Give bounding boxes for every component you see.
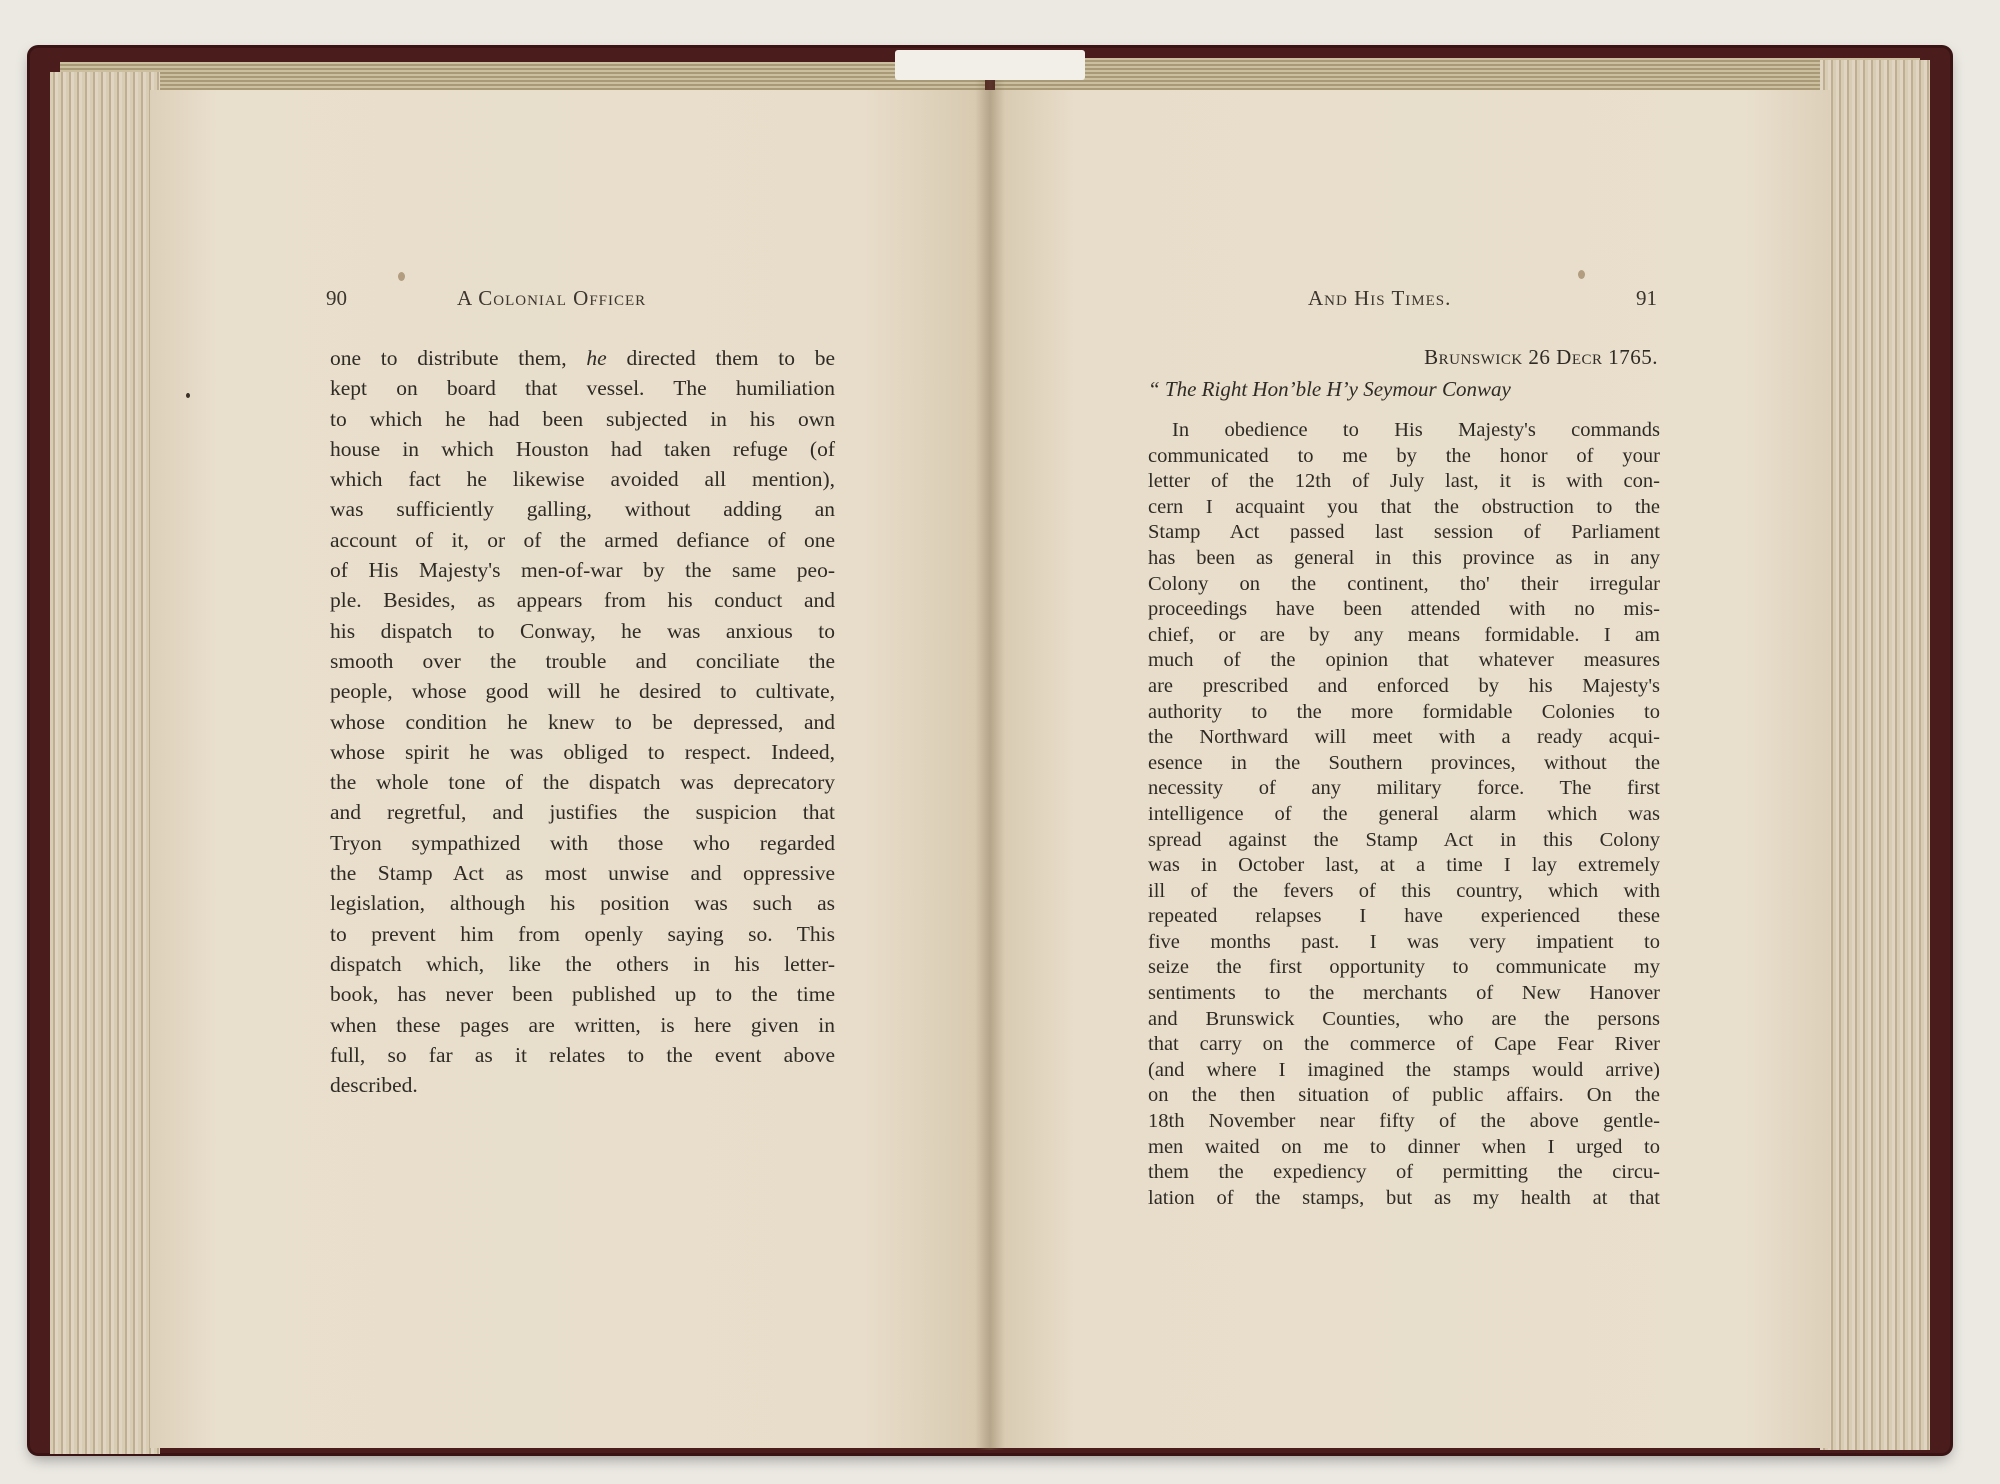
text-line: (and where I imagined the stamps would arrive) [1148,1058,1660,1081]
text-line: five months past. I was very impatient to [1148,930,1660,953]
text-line: are prescribed and enforced by his Majesty's [1148,674,1660,697]
text-line: lation of the stamps, but as my health at that [1148,1186,1660,1209]
text-line: the Northward will meet with a ready acqui- [1148,726,1660,749]
right-running-head: And His Times. [1308,286,1452,310]
text-line: and regretful, and justifies the suspicion that [330,800,835,825]
text-line: of His Majesty's men-of-war by the same peo- [330,558,835,583]
text-line: whose spirit he was obliged to respect. Indeed, [330,739,835,764]
text-line: whose condition he knew to be depressed, and [330,709,835,734]
text-line: cern I acquaint you that the obstruction to the [1148,495,1660,518]
right-page-number: 91 [1636,286,1657,310]
left-running-head: A Colonial Officer [457,286,647,310]
paper-speck [1578,270,1585,279]
letter-dateline: Brunswick 26 Decr 1765. [1424,345,1658,369]
text-line: In obedience to His Majesty's commands [1172,419,1660,441]
text-line: chief, or are by any means formidable. I am [1148,623,1660,646]
text-line: his dispatch to Conway, he was anxious to [330,618,835,643]
text-line: account of it, or of the armed defiance of one [330,527,835,552]
left-page-number: 90 [326,286,347,310]
text-line: Colony on the continent, tho' their irregular [1148,572,1660,595]
text-line: was in October last, at a time I lay extremely [1148,854,1660,877]
text-line: book, has never been published up to the time [330,982,835,1007]
text-line: much of the opinion that whatever measures [1148,649,1660,672]
text-line: seize the first opportunity to communicate my [1148,956,1660,979]
text-line: proceedings have been attended with no mis- [1148,598,1660,621]
text-line: when these pages are written, is here given in [330,1012,835,1037]
letter-salutation: “ The Right Hon’ble H’y Seymour Conway [1148,377,1511,401]
text-line: esence in the Southern provinces, without the [1148,751,1660,774]
right-page-body [1148,418,1660,1211]
text-line: house in which Houston had taken refuge (of [330,436,835,461]
text-line: kept on board that vessel. The humiliation [330,376,835,401]
text-line: on the then situation of public affairs. On the [1148,1084,1660,1107]
text-line: smooth over the trouble and conciliate the [330,648,835,673]
text-line: that carry on the commerce of Cape Fear River [1148,1033,1660,1056]
text-line: has been as general in this province as in any [1148,546,1660,569]
text-line: 18th November near fifty of the above gentle- [1148,1110,1660,1133]
text-line: to which he had been subjected in his own [330,406,835,431]
text-line: legislation, although his position was such as [330,891,835,916]
paper-speck [398,272,405,281]
text-line: repeated relapses I have experienced these [1148,905,1660,928]
text-line: authority to the more formidable Colonies to [1148,700,1660,723]
text-line: which fact he likewise avoided all mention), [330,467,835,492]
text-line: ple. Besides, as appears from his conduct and [330,588,835,613]
text-line: and Brunswick Counties, who are the persons [1148,1007,1660,1030]
text-line: ill of the fevers of this country, which with [1148,879,1660,902]
left-page-body [330,343,835,1100]
text-line: the Stamp Act as most unwise and oppressive [330,861,835,886]
text-line: men waited on me to dinner when I urged to [1148,1135,1660,1158]
text-line: Stamp Act passed last session of Parliament [1148,521,1660,544]
text-line: letter of the 12th of July last, it is with con- [1148,470,1660,493]
text-line: people, whose good will he desired to cultivate, [330,679,835,704]
page-edges-right [1820,60,1930,1450]
page-edges-left [50,72,160,1454]
paper-speck [186,393,190,398]
text-line: the whole tone of the dispatch was deprecatory [330,770,835,795]
text-line: communicated to me by the honor of your [1148,444,1660,467]
text-line: intelligence of the general alarm which was [1148,802,1660,825]
text-line: dispatch which, like the others in his letter- [330,951,835,976]
text-line: necessity of any military force. The first [1148,777,1660,800]
text-line: to prevent him from openly saying so. This [330,921,835,946]
text-line: full, so far as it relates to the event above [330,1042,835,1067]
text-line: them the expediency of permitting the circu- [1148,1161,1660,1184]
text-line: one to distribute them, he directed them to be [330,346,835,370]
book-gutter [975,80,1005,1450]
text-line: Tryon sympathized with those who regarded [330,830,835,855]
text-line: was sufficiently galling, without adding an [330,497,835,522]
text-line: spread against the Stamp Act in this Colony [1148,828,1660,851]
text-line: sentiments to the merchants of New Hanover [1148,982,1660,1005]
text-line: described. [330,1073,418,1098]
spine-tape [895,50,1085,80]
